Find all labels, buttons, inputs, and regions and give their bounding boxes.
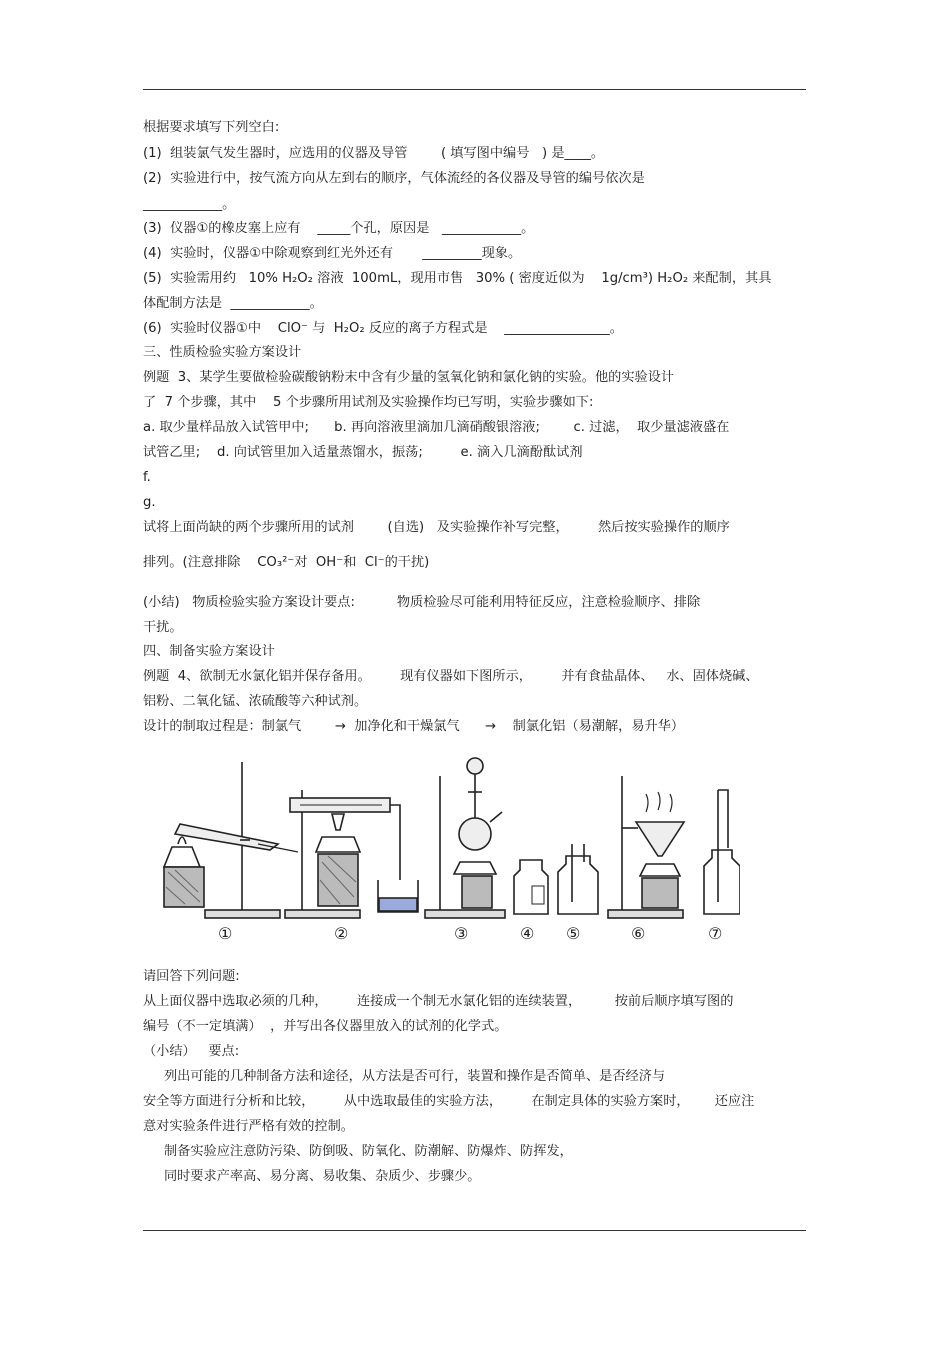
text-line: 安全等方面进行分析和比较， 从中选取最佳的实验方法， 在制定具体的实验方案时， 还应注 — [143, 1094, 755, 1109]
apparatus-label: ⑦ — [708, 924, 723, 943]
apparatus-label: ② — [334, 924, 349, 943]
text-line: 铝粉、二氧化锰、浓硫酸等六种试剂。 — [143, 694, 368, 709]
text-line: (小结) 物质检验实验方案设计要点: 物质检验尽可能利用特征反应，注意检验顺序、排除 — [143, 595, 701, 610]
apparatus-3 — [425, 758, 505, 918]
text-line: 排列。(注意排除 CO₃²⁻对 OH⁻和 Cl⁻的干扰) — [143, 555, 430, 570]
bottom-rule — [143, 1230, 806, 1231]
text-line: 试管乙里; d. 向试管里加入适量蒸馏水，振荡; e. 滴入几滴酚酞试剂 — [143, 445, 583, 460]
text-line: (6) 实验时仪器①中 ClO⁻ 与 H₂O₂ 反应的离子方程式是 ________________。 — [143, 321, 623, 336]
apparatus-label: ④ — [520, 924, 535, 943]
text-line: 请回答下列问题: — [143, 969, 240, 984]
text-line: (3) 仪器①的橡皮塞上应有 _____个孔，原因是 ____________。 — [143, 221, 535, 236]
text-line: 例题 3、某学生要做检验碳酸钠粉末中含有少量的氢氧化钠和氯化钠的实验。他的实验设计 — [143, 370, 675, 385]
apparatus-label: ⑤ — [566, 924, 581, 943]
apparatus-label: ⑥ — [631, 924, 646, 943]
text-line: 了 7 个步骤，其中 5 个步骤所用试剂及实验操作均已写明，实验步骤如下: — [143, 395, 594, 410]
text-line: 列出可能的几种制备方法和途径，从方法是否可行，装置和操作是否简单、是否经济与 — [143, 1069, 666, 1084]
text-line: g. — [143, 495, 156, 510]
text-line: 意对实验条件进行严格有效的控制。 — [143, 1119, 354, 1134]
text-line: 例题 4、欲制无水氯化铝并保存备用。 现有仪器如下图所示， 并有食盐晶体、 水、固体烧碱、 — [143, 669, 759, 684]
text-line: 试将上面尚缺的两个步骤所用的试剂 (自选) 及实验操作补写完整， 然后按实验操作的顺序 — [143, 520, 730, 535]
text-line: ____________。 — [143, 197, 236, 212]
text-line: a. 取少量样品放入试管甲中; b. 再向溶液里滴加几滴硝酸银溶液; c. 过滤， 取少量滤液盛在 — [143, 420, 730, 435]
text-line: 同时要求产率高、易分离、易收集、杂质少、步骤少。 — [143, 1169, 481, 1184]
apparatus-2 — [285, 790, 418, 918]
apparatus-6 — [608, 776, 684, 918]
section-heading: 四、制备实验方案设计 — [143, 644, 275, 659]
apparatus-label: ③ — [454, 924, 469, 943]
text-line: 制备实验应注意防污染、防倒吸、防氧化、防潮解、防爆炸、防挥发， — [143, 1144, 573, 1159]
text-line: 从上面仪器中选取必须的几种， 连接成一个制无水氯化铝的连续装置， 按前后顺序填写图的 — [143, 994, 734, 1009]
apparatus-1 — [164, 762, 298, 918]
text-line: (5) 实验需用约 10% H₂O₂ 溶液 100mL，现用市售 30% ( 密度近似为 1g/cm³) H₂O₂ 来配制，其具 — [143, 271, 772, 286]
text-line: （小结） 要点: — [143, 1044, 240, 1059]
text-line: (4) 实验时，仪器①中除观察到红光外还有 _________现象。 — [143, 246, 522, 261]
text-line: (1) 组装氯气发生器时，应选用的仪器及导管 ( 填写图中编号 ) 是____。 — [143, 146, 605, 161]
apparatus-label: ① — [218, 924, 233, 943]
text-line: 体配制方法是 ____________。 — [143, 296, 323, 311]
text-line: 干扰。 — [143, 620, 183, 635]
text-line: 设计的制取过程是：制氯气 → 加净化和干燥氯气 → 制氯化铝（易潮解，易升华） — [143, 719, 685, 734]
apparatus-4 — [514, 860, 548, 914]
apparatus-5 — [558, 844, 598, 914]
apparatus-figure — [150, 752, 740, 952]
text-line: 编号（不一定填满） ，并写出各仪器里放入的试剂的化学式。 — [143, 1019, 508, 1034]
apparatus-7 — [704, 790, 740, 914]
text-line: (2) 实验进行中，按气流方向从左到右的顺序，气体流经的各仪器及导管的编号依次是 — [143, 171, 645, 186]
text-line: 根据要求填写下列空白: — [143, 120, 280, 135]
top-rule — [143, 89, 806, 90]
section-heading: 三、性质检验实验方案设计 — [143, 345, 302, 360]
text-line: f. — [143, 470, 151, 485]
